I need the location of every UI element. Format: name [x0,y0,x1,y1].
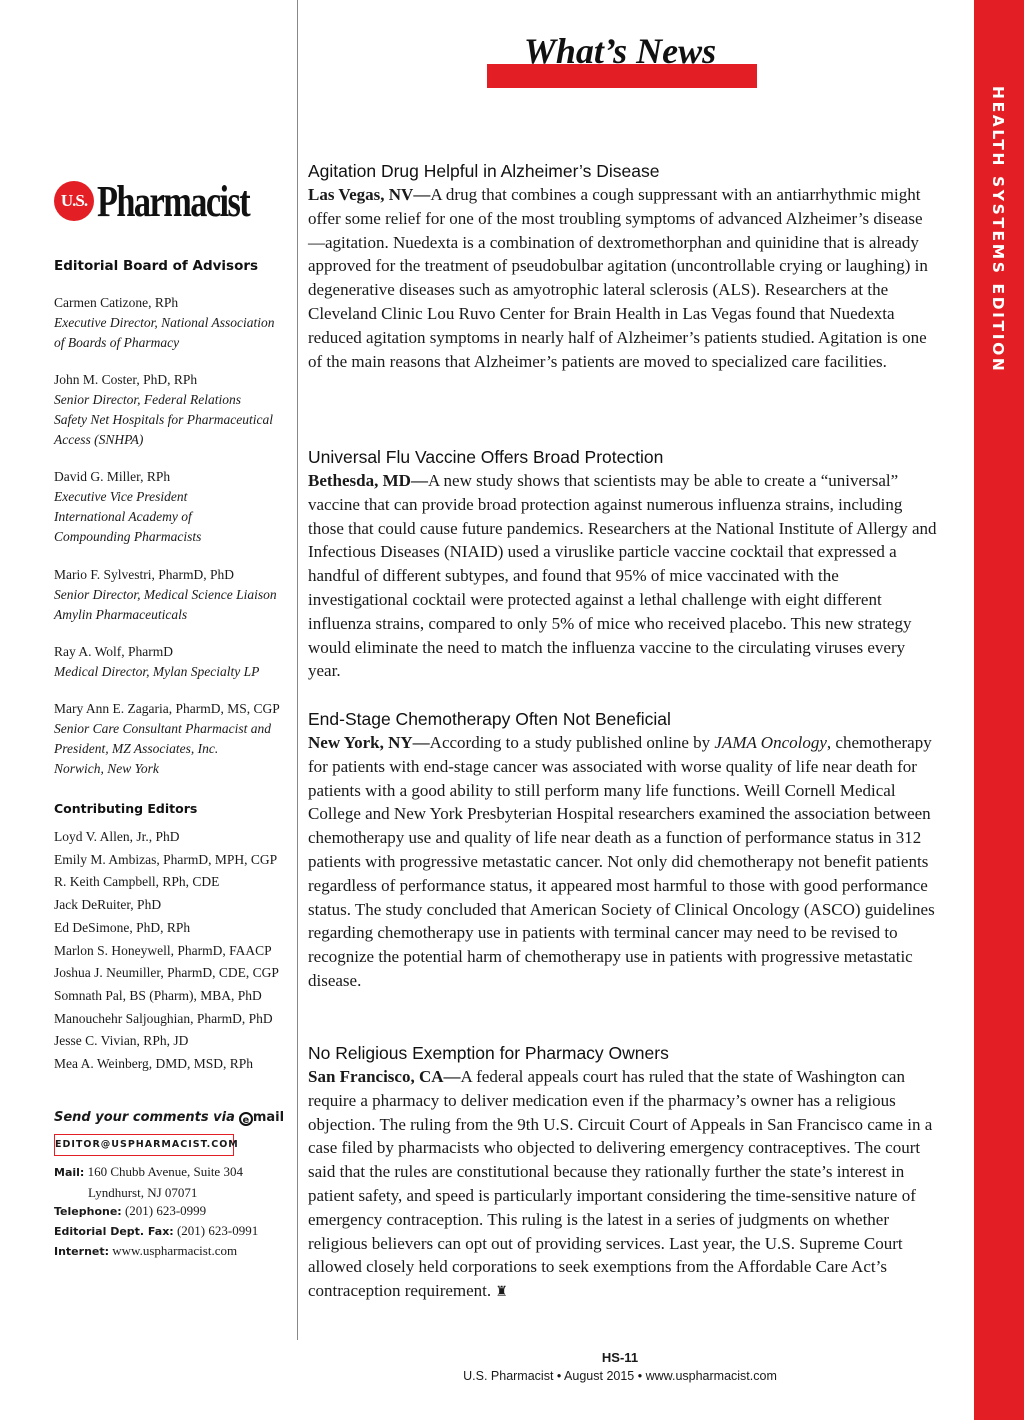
logo-name: Pharmacist [97,176,250,226]
board-heading: Editorial Board of Advisors [54,258,259,274]
advisor: Mario F. Sylvestri, PharmD, PhD Senior Director, Medical Science Liaison Amylin Pharmaceuticals [54,567,277,622]
article-title: Universal Flu Vaccine Offers Broad Protection [308,447,664,467]
article-title: End-Stage Chemotherapy Often Not Beneficial [308,709,671,729]
article-body: New York, NY—According to a study published online by JAMA Oncology, chemotherapy for patients with end-stage cancer was associated with worse quality of life near death for patients with a good ability to still perform many life functions. Weill Cornell Medical College and New York Presbyterian Hospital researchers examined the association between chemotherapy use and quality of life near death as a function of performance status in 312 patients with progressive metastatic cancer. Not only did chemotherapy not benefit patients regardless of performance status, it appeared most harmful to those with good performance status. The study concluded that American Society of Clinical Oncology (ASCO) guidelines regarding chemotherapy use in patients with terminal cancer may need to be revised to recognize the potential harm of chemotherapy use in patients with progressive metastatic disease. [308,733,935,990]
article-alzheimers [308,160,938,373]
contributing-heading: Contributing Editors [54,801,198,816]
list-item: Jesse C. Vivian, RPh, JD [54,1033,189,1049]
mail-address: Mail: 160 Chubb Avenue, Suite 304 Lyndhurst, NJ 07071 [54,1164,243,1200]
advisor: Carmen Catizone, RPh Executive Director, National Association of Boards of Pharmacy [54,295,275,350]
edition-label: HEALTH SYSTEMS EDITION [989,86,1007,374]
article-body: Bethesda, MD—A new study shows that scientists may be able to create a “universal” vaccine that can provide broad protection against numerous influenza strains, including those that could cause future pandemics. Researchers at the National Institute of Allergy and Infectious Diseases (NIAID) used a viruslike particle vaccine cocktail that expressed a handful of different subtypes, and found that 95% of mice vaccinated with the investigational cocktail were protected against a lethal challenge with eight different influenza strains, compared to only 5% of mice who received placebo. This new strategy would eliminate the need to match the influenza vaccine to the circulating viruses every year. [308,471,937,681]
list-item: Jack DeRuiter, PhD [54,897,162,913]
list-item: Joshua J. Neumiller, PharmD, CDE, CGP [54,965,279,981]
page-number: HS-11 [601,1350,639,1365]
column-divider [297,0,298,1340]
send-comments-label: Send your comments via e mail [54,1110,285,1126]
article-title: Agitation Drug Helpful in Alzheimer’s Disease [308,161,660,181]
article-religious-exemption [308,1042,938,1305]
article-body: Las Vegas, NV—A drug that combines a cough suppressant with an antiarrhythmic might offer some relief for one of the most troubling symptoms of advanced Alzheimer’s disease—agitation. Nuedexta is a combination of dextromethorphan and quinidine that is already approved for the treatment of pseudobulbar agitation (uncontrollable crying or laughing) in degenerative diseases such as amyotrophic lateral sclerosis (ALS). Researchers at the Cleveland Clinic Lou Ruvo Center for Brain Health in Las Vegas found that Nuedexta reduced agitation symptoms in nearly half of Alzheimer’s patients studied. Agitation is one of the main reasons that Alzheimer’s patients are moved to specialized care facilities. [308,185,928,371]
end-mark-icon: ♜ [495,1285,508,1301]
article-flu-vaccine [308,446,938,683]
advisor: Mary Ann E. Zagaria, PharmD, MS, CGP Senior Care Consultant Pharmacist and President, MZ Associates, Inc. Norwich, New York [54,701,280,776]
list-item: Emily M. Ambizas, PharmD, MPH, CGP [54,851,278,867]
advisor: John M. Coster, PhD, RPh Senior Director, Federal Relations Safety Net Hospitals for Pharmaceutical Access (SNHPA) [54,372,273,447]
list-item: Marlon S. Honeywell, PharmD, FAACP [54,942,272,958]
email-e-icon: e [239,1112,253,1126]
list-item: R. Keith Campbell, RPh, CDE [54,874,220,890]
footer-line: U.S. Pharmacist • August 2015 • www.uspharmacist.com [463,1369,777,1383]
article-body: San Francisco, CA—A federal appeals court has ruled that the state of Washington can require a pharmacy to deliver medication even if the pharmacy’s owner has a religious objection. The ruling from the 9th U.S. Circuit Court of Appeals in San Francisco came in a case filed by pharmacists who objected to delivering emergency contraceptives. The court said that the rules are constitutional because they rationally further the state’s interest in patient safety, and speed is particularly important considering the time-sensitive nature of emergency contraception. This ruling is the latest in a series of judgments on whether religious believers can opt out of providing services. Last year, the U.S. Supreme Court allowed closely held corporations to seek exemptions from the Affordable Care Act’s contraception requirement. ♜ [308,1067,933,1301]
article-title: No Religious Exemption for Pharmacy Owners [308,1043,669,1063]
list-item: Mea A. Weinberg, DMD, MSD, RPh [54,1056,254,1072]
logo-badge: U.S. [54,181,94,221]
edition-label-wrap [974,86,1024,386]
internet: Internet: www.uspharmacist.com [54,1243,238,1258]
list-item: Loyd V. Allen, Jr., PhD [54,829,180,844]
list-item: Ed DeSimone, PhD, RPh [54,919,191,935]
website-link[interactable]: www.uspharmacist.com [112,1243,238,1258]
list-item: Manouchehr Saljoughian, PharmD, PhD [54,1010,273,1026]
list-item: Somnath Pal, BS (Pharm), MBA, PhD [54,987,262,1003]
editor-email-link[interactable]: EDITOR@USPHARMACIST.COM [54,1134,234,1156]
page-title: What’s News [523,31,717,71]
fax: Editorial Dept. Fax: (201) 623-0991 [54,1223,259,1238]
us-pharmacist-logo [54,178,292,224]
article-chemotherapy [308,708,938,993]
advisor: Ray A. Wolf, PharmD Medical Director, Mylan Specialty LP [54,644,260,679]
contributing-editors-list [54,826,294,1076]
telephone: Telephone: (201) 623-0999 [54,1203,207,1218]
advisor: David G. Miller, RPh Executive Vice President International Academy of Compounding Pharmacists [54,469,202,544]
